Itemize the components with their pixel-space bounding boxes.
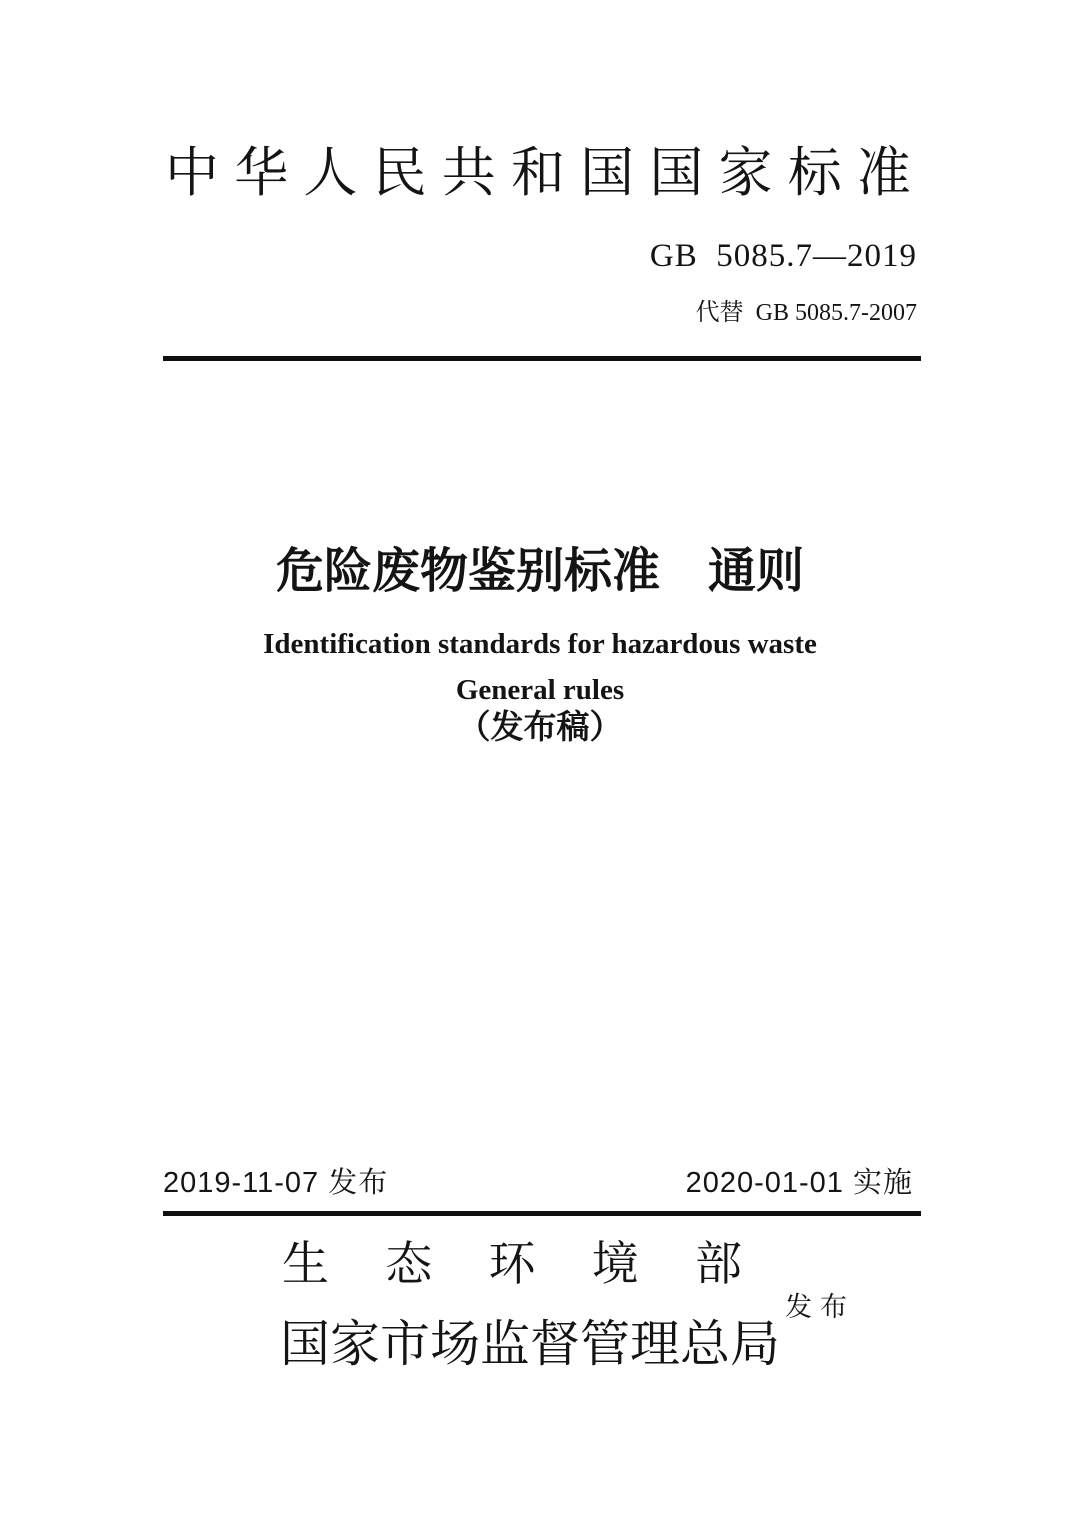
character: 国 — [649, 143, 704, 203]
character: 人 — [303, 143, 358, 203]
character: 督 — [530, 1316, 580, 1372]
character: 华 — [234, 143, 289, 203]
character: 总 — [680, 1316, 730, 1372]
character: 监 — [480, 1316, 530, 1372]
character: 布 — [820, 1292, 847, 1322]
document-title-en: Identification standards for hazardous waste — [263, 628, 817, 660]
character: 境 — [591, 1239, 639, 1291]
character: 国 — [580, 143, 635, 203]
character: 共 — [441, 143, 496, 203]
national-standard-heading — [165, 143, 911, 203]
replaces-note: 代替 GB 5085.7-2007 — [695, 300, 917, 326]
character: 理 — [630, 1316, 680, 1372]
character: 和 — [510, 143, 565, 203]
character: 标 — [787, 143, 842, 203]
footer-divider — [163, 1211, 921, 1216]
character: 环 — [488, 1239, 536, 1291]
draft-release-note: （发布稿） — [457, 710, 623, 746]
document-title-cn: 危险废物鉴别标准 通则 — [275, 545, 804, 598]
character: 家 — [330, 1316, 380, 1372]
character: 准 — [856, 143, 911, 203]
header-divider — [163, 356, 921, 361]
issue-date: 2019-11-07 发布 — [163, 1167, 389, 1199]
character: 中 — [165, 143, 219, 203]
character: 管 — [580, 1316, 630, 1372]
character: 家 — [718, 143, 773, 203]
issuer-ministry-of-ecology — [282, 1239, 742, 1291]
document-subtitle-en: General rules — [455, 674, 625, 706]
standard-code: GB 5085.7—2019 — [649, 238, 917, 274]
character: 民 — [372, 143, 427, 203]
issued-by-label — [785, 1294, 847, 1321]
issuer-market-regulation-admin — [280, 1316, 780, 1372]
character: 发 — [785, 1292, 812, 1322]
character: 态 — [385, 1239, 433, 1291]
character: 市 — [380, 1316, 430, 1372]
character: 部 — [695, 1239, 742, 1291]
implementation-date: 2020-01-01 实施 — [685, 1167, 913, 1199]
character: 局 — [730, 1316, 780, 1372]
character: 国 — [280, 1316, 330, 1372]
character: 场 — [430, 1316, 480, 1372]
character: 生 — [282, 1239, 329, 1291]
